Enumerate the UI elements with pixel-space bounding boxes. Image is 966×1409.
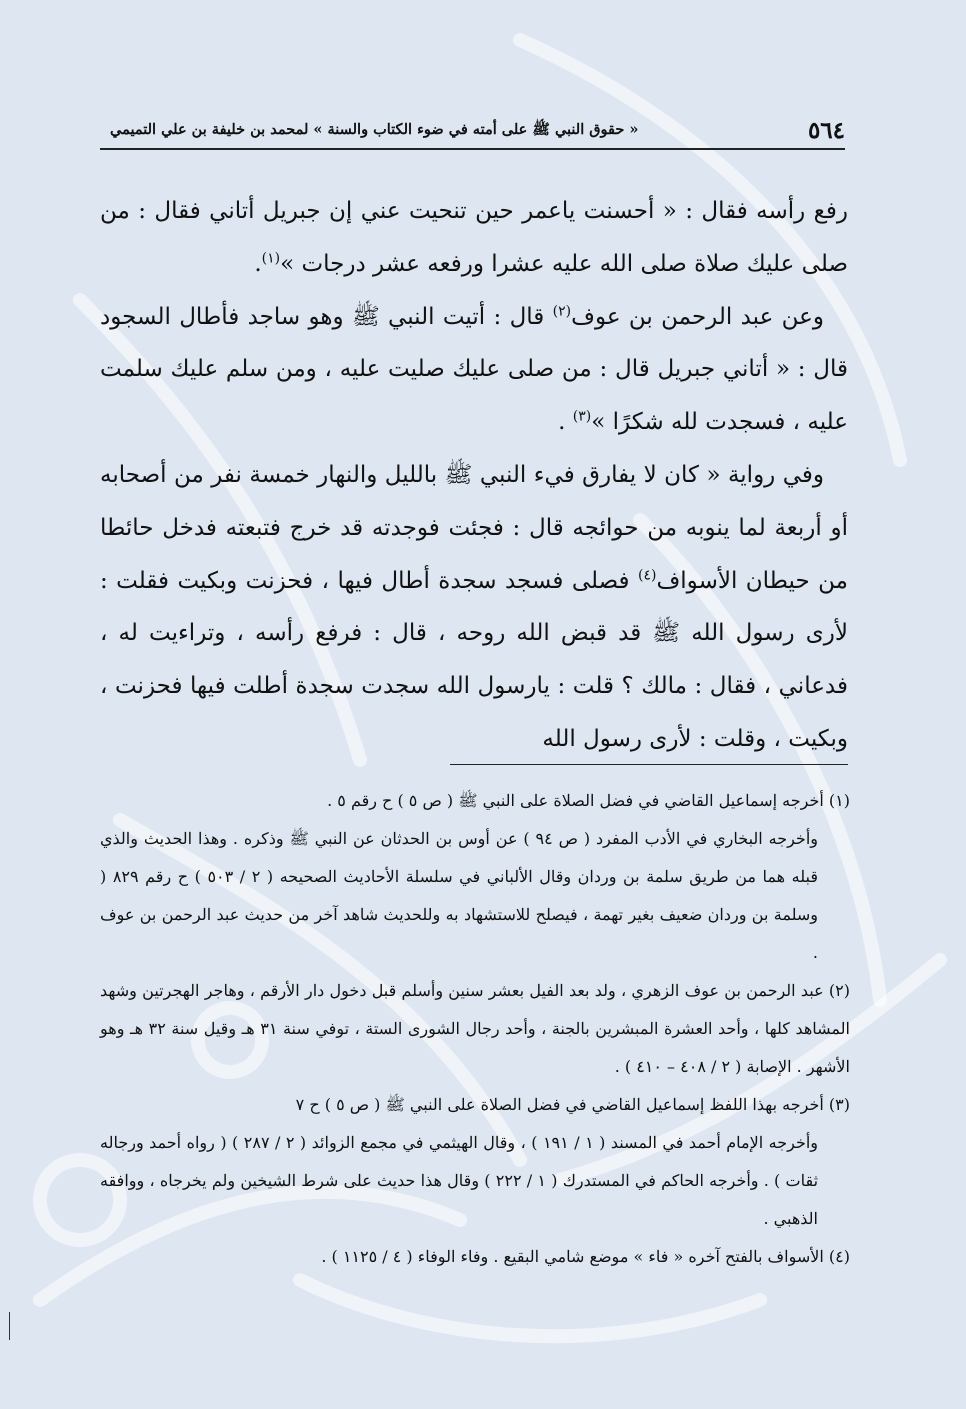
paragraph-2-end: . — [558, 409, 573, 436]
footnote-1-marker: (١) — [828, 791, 850, 810]
footnote-4 — [100, 1238, 850, 1276]
footnote-ref-4: (٤) — [637, 566, 657, 583]
paragraph-2 — [100, 291, 848, 449]
running-title: « حقوق النبي ﷺ على أمته في ضوء الكتاب والسنة » لمحمد بن خليفة بن علي التميمي — [110, 121, 639, 138]
paragraph-3 — [100, 449, 848, 766]
paragraph-1-end: . — [254, 250, 262, 277]
footnote-2 — [100, 972, 850, 1086]
main-text — [100, 185, 848, 766]
footnote-4-marker: (٤) — [828, 1247, 850, 1266]
paragraph-2-text-b: قال : أتيت النبي ﷺ وهو ساجد فأطال السجود قال : « أتاني جبريل قال : من صلى عليك صليت عليه ، ومن سلم عليك سلمت عليه ، فسجدت لله شكرًا » — [100, 303, 848, 436]
footnote-ref-1: (١) — [261, 250, 281, 267]
footnote-2-text: عبد الرحمن بن عوف الزهري ، ولد بعد الفيل بعشر سنين وأسلم قبل دخول دار الأرقم ، وهاجر الهجرتين وشهد المشاهد كلها ، وأحد العشرة المبشرين بالجنة ، وأحد رجال الشورى الستة ، توفي سنة ٣١ هـ وقيل سنة ٣٢ هـ وهو الأشهر . الإصابة ( ٢ / ٤٠٨ – ٤١٠ ) . — [100, 981, 850, 1076]
paragraph-2-text-a: وعن عبد الرحمن بن عوف — [571, 303, 824, 330]
margin-mark — [9, 1312, 10, 1340]
paragraph-1-text: رفع رأسه فقال : « أحسنت ياعمر حين تنحيت عني إن جبريل أتاني فقال : من صلى عليك صلاة صلى الله عليه عشرا ورفعه عشر درجات » — [100, 198, 848, 277]
paragraph-3-text-a: وفي رواية « كان لا يفارق فيء النبي ﷺ بالليل والنهار خمسة نفر من أصحابه أو أربعة لما ينوبه من حوائجه قال : فجئت فوجدته قد خرج فتبعته فدخل حائطا من حيطان الأسواف — [100, 461, 848, 594]
footnote-1-line1: أخرجه إسماعيل القاضي في فضل الصلاة على النبي ﷺ ( ص ٥ ) ح رقم ٥ . — [327, 791, 824, 810]
footnote-1-continuation: وأخرجه البخاري في الأدب المفرد ( ص ٩٤ ) عن أوس بن الحدثان عن النبي ﷺ وذكره . وهذا الحديث والذي قبله هما من طريق سلمة بن وردان وقال الألباني في سلسلة الأحاديث الصحيحه ( ٢ / ٥٠٣ ) ح رقم ٨٢٩ ( وسلمة بن وردان ضعيف بغير تهمة ، فيصلح للاستشهاد به وللحديث شاهد آخر من حديث عبد الرحمن بن عوف . — [100, 829, 819, 962]
footnote-3-line1: أخرجه بهذا اللفظ إسماعيل القاضي في فضل الصلاة على النبي ﷺ ( ص ٥ ) ح ٧ — [295, 1095, 824, 1114]
footnote-separator — [450, 764, 848, 765]
footnote-3-marker: (٣) — [828, 1095, 850, 1114]
footnote-3-continuation: وأخرجه الإمام أحمد في المسند ( ١ / ١٩١ ) ، وقال الهيثمي في مجمع الزوائد ( ٢ / ٢٨٧ ) ( رواه أحمد ورجاله ثقات ) . وأخرجه الحاكم في المستدرك ( ١ / ٢٢٢ ) وقال هذا حديث على شرط الشيخين ولم يخرجاه ، ووافقه الذهبي . — [100, 1133, 819, 1228]
footnote-4-text: الأسواف بالفتح آخره « فاء » موضع شامي البقيع . وفاء الوفاء ( ٤ / ١١٢٥ ) . — [321, 1247, 824, 1266]
paragraph-3-text-b: فصلى فسجد سجدة أطال فيها ، فحزنت وبكيت فقلت : لأرى رسول الله ﷺ قد قبض الله روحه ، قال : فرفع رأسه ، وتراءيت له ، فدعاني ، فقال : مالك ؟ قلت : يارسول الله سجدت سجدة أطلت فيها فحزنت ، وبكيت ، وقلت : لأرى رسول الله — [100, 567, 848, 752]
page-header — [100, 108, 845, 150]
footnote-2-marker: (٢) — [828, 981, 850, 1000]
footnote-3 — [100, 1086, 850, 1124]
footnote-1 — [100, 782, 850, 820]
footnote-ref-2: (٢) — [552, 302, 572, 319]
footnote-ref-3: (٣) — [572, 408, 592, 425]
footnotes — [100, 782, 850, 1276]
page-number: ٥٦٤ — [807, 117, 845, 144]
paragraph-1 — [100, 185, 848, 291]
